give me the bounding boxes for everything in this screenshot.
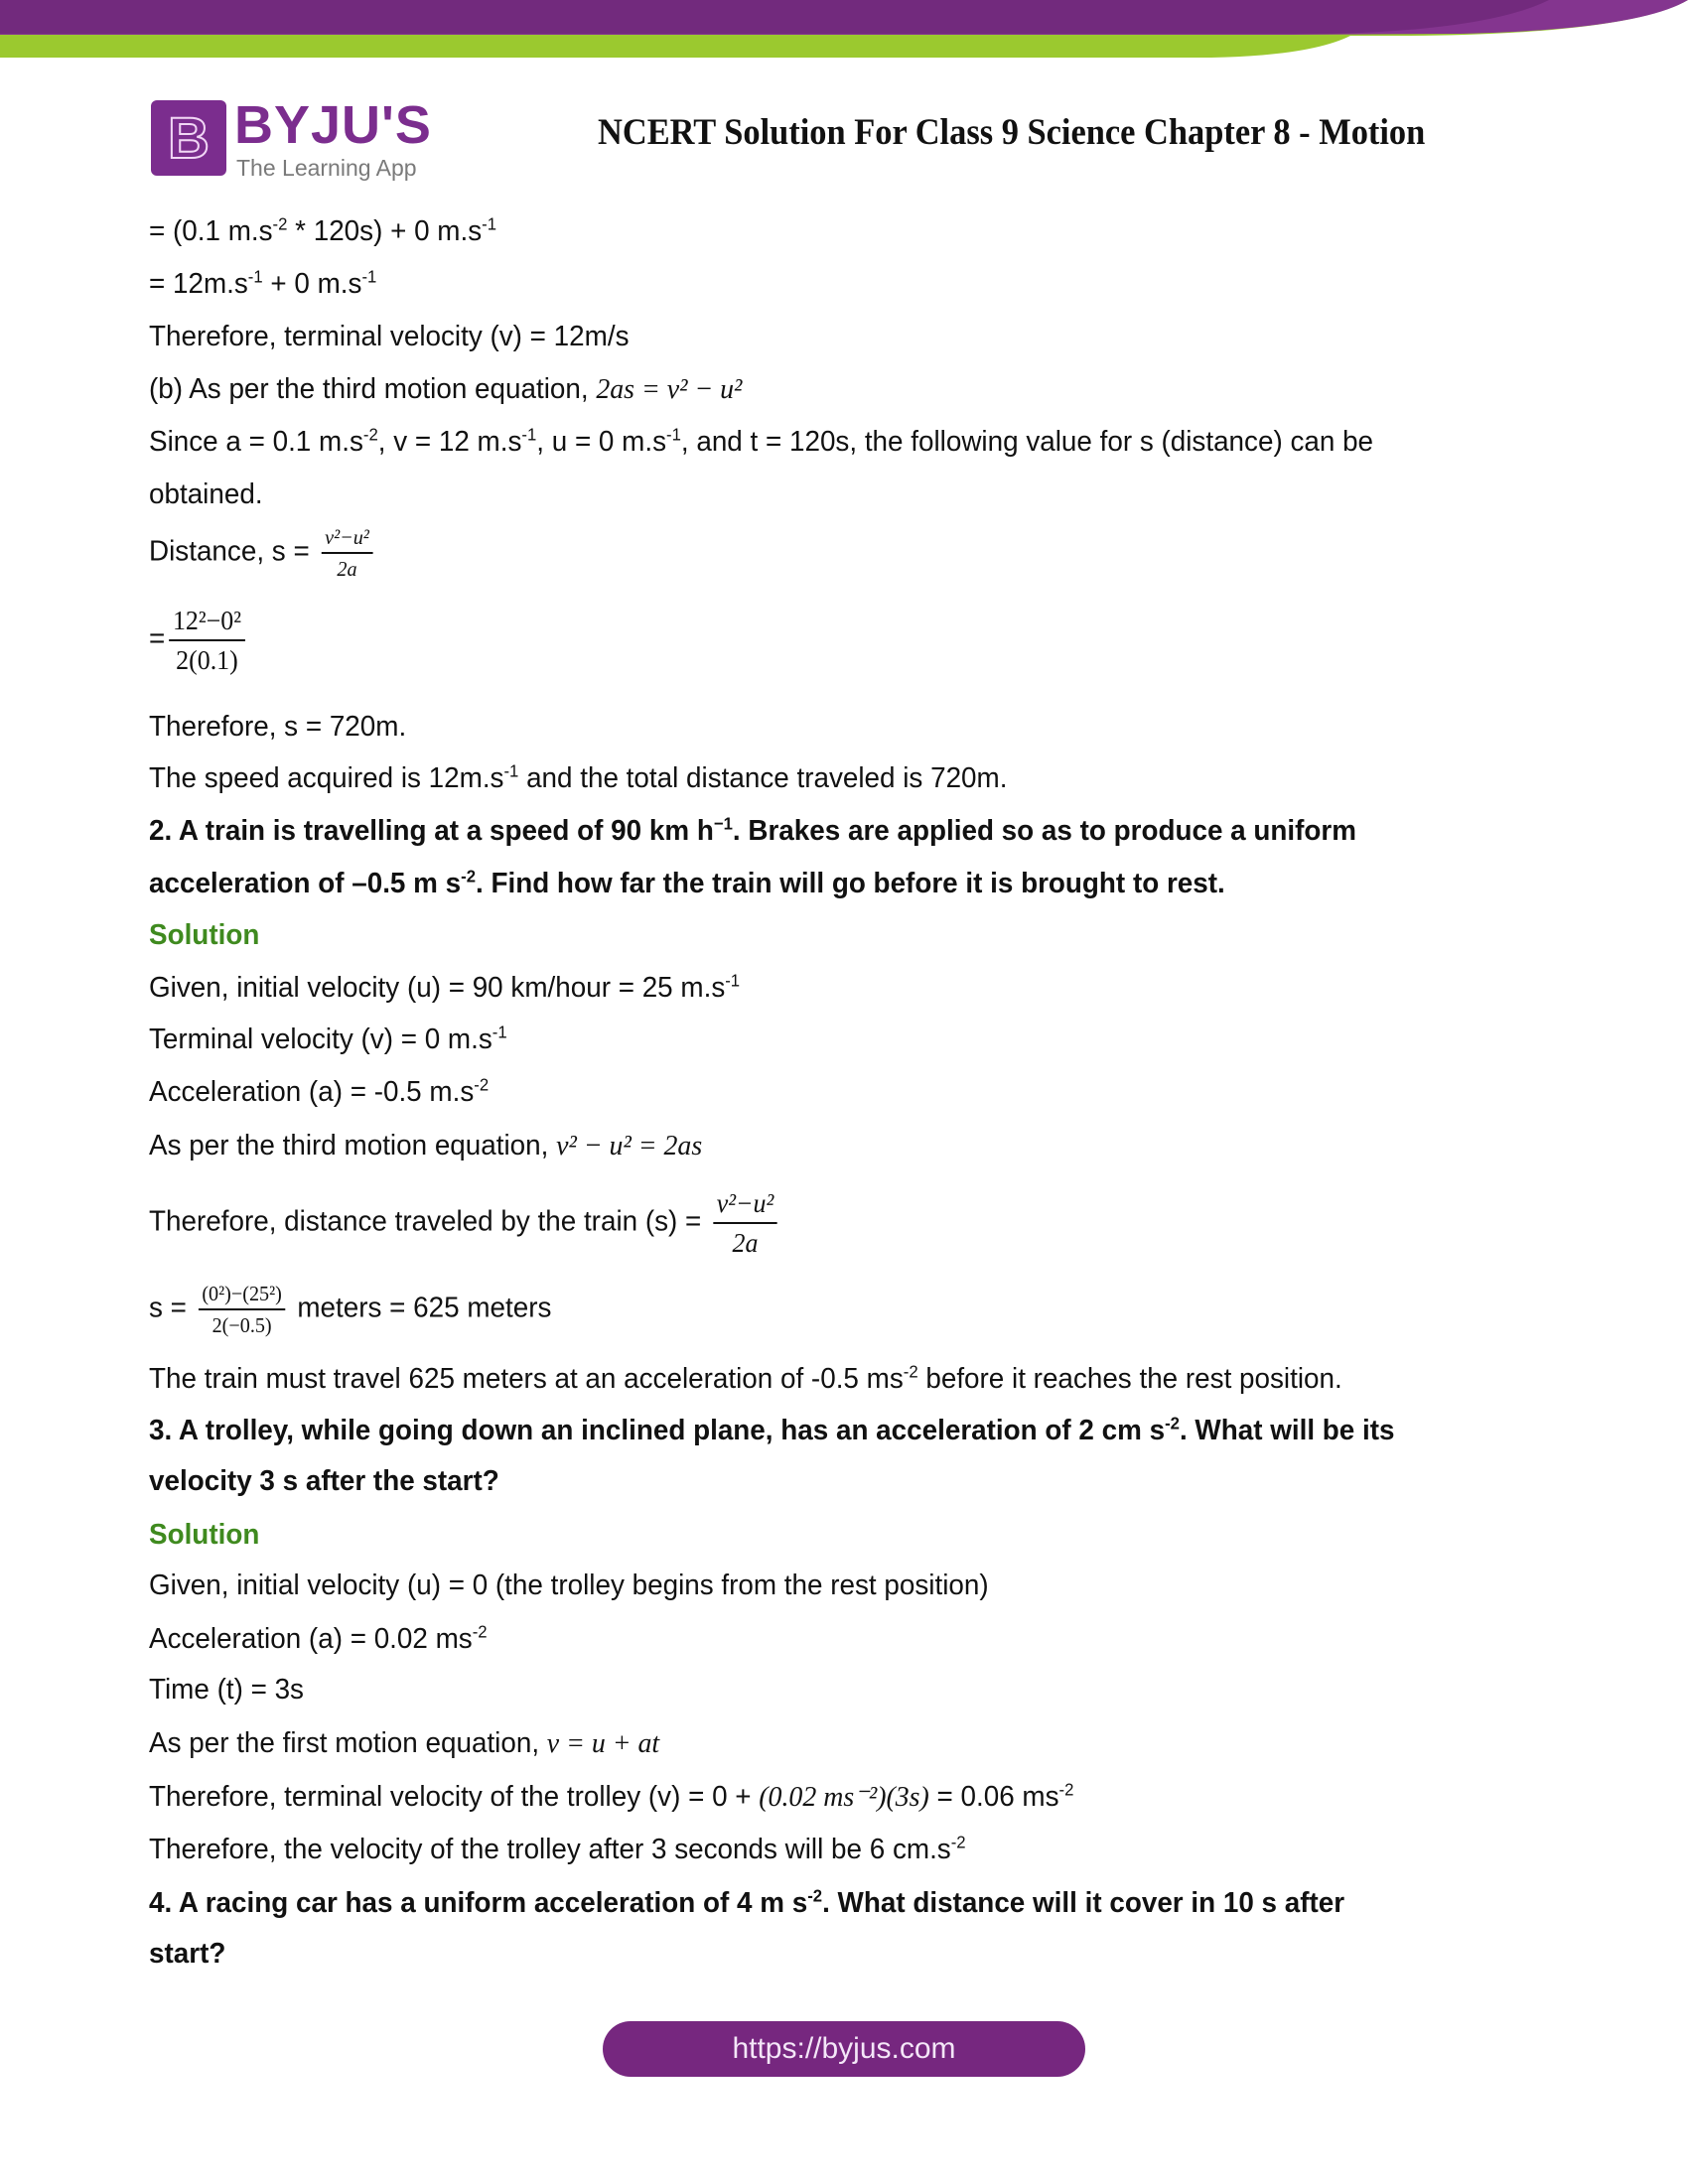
- text-line: As per the first motion equation, v = u + at: [149, 1727, 660, 1759]
- question-3: 3. A trolley, while going down an inclined plane, has an acceleration of 2 cm $s^{-2}$. What will be its: [149, 1413, 1395, 1446]
- brand-tagline: The Learning App: [236, 155, 417, 181]
- fraction-line: s = $\frac{\text{(0²)−(25²)}}{2(-0.5)}$ meters = 625 meters: [149, 1282, 552, 1337]
- text-line: Therefore, terminal velocity (v) = 12m/s: [149, 321, 630, 352]
- text-line: Therefore, s = 720m.: [149, 711, 407, 743]
- text-line: The train must travel 625 meters at an acceleration of -0.5 $ms^{-2}$ before it reaches the rest position.: [149, 1361, 1342, 1395]
- text-line: Therefore, the velocity of the trolley after 3 seconds will be 6 $cm.s^{-2}$: [149, 1832, 966, 1865]
- text-line: Time (t) = 3s: [149, 1674, 304, 1706]
- text-line: The speed acquired is $12m.s^{-1}$ and the total distance traveled is 720m.: [149, 760, 1008, 794]
- solution-heading: Solution: [149, 1519, 260, 1551]
- text-line: Therefore, terminal velocity of the trolley (v) = 0 + (0.02 ms⁻²)(3s) = 0.06 $ms^{-2}$: [149, 1779, 1074, 1813]
- text-line: obtained.: [149, 478, 263, 510]
- text-line: (b) As per the third motion equation, 2as = v² − u²: [149, 373, 743, 405]
- document-title: NCERT Solution For Class 9 Science Chapter 8 - Motion: [598, 112, 1426, 153]
- fraction-line: Distance, s = $\frac{\text{v²−u²}}{2a}$: [149, 524, 377, 582]
- text-line: As per the third motion equation, v² − u² = 2as: [149, 1130, 703, 1161]
- question-2: acceleration of –0.5 m $s^{-2}$. Find how far the train will go before it is brought to rest.: [149, 866, 1225, 899]
- fraction-line: = $\frac{\text{12²−0²}}{2(0.1)}$: [149, 604, 249, 677]
- text-line: Since a = 0.1 $m.s^{-2}$, v = 12 $m.s^{-1}$, u = 0 $m.s^{-1}$, and t = 120s, the following value for s (distance) can be: [149, 424, 1374, 458]
- website-link[interactable]: https://byjus.com: [603, 2021, 1085, 2077]
- question-2: 2. A train is travelling at a speed of 90 km $h^{-1}$. Brakes are applied so as to produce a uniform: [149, 813, 1357, 847]
- text-line: Given, initial velocity (u) = 90 km/hour = 25 $m.s^{-1}$: [149, 970, 741, 1004]
- question-4: start?: [149, 1938, 226, 1970]
- equation-line: = (0.1 $m.s^{-2} * 120s) + 0$ $m.s^{-1}$: [149, 213, 497, 247]
- header-banner: [0, 0, 1688, 60]
- text-line: Given, initial velocity (u) = 0 (the trolley begins from the rest position): [149, 1570, 989, 1601]
- text-line: Acceleration (a) = 0.02 $ms^{-2}$: [149, 1621, 488, 1655]
- text-line: Terminal velocity (v) = 0 $m.s^{-1}$: [149, 1022, 507, 1055]
- solution-heading: Solution: [149, 919, 260, 951]
- question-4: 4. A racing car has a uniform acceleration of 4 m $s^{-2}$. What distance will it cover in 10 s after: [149, 1885, 1345, 1919]
- question-3: velocity 3 s after the start?: [149, 1465, 499, 1497]
- text-line: Acceleration (a) = -0.5 $m.s^{-2}$: [149, 1074, 490, 1108]
- equation-line: = $12m.s^{-1} + 0$ $m.s^{-1}$: [149, 266, 377, 300]
- fraction-line: Therefore, distance traveled by the train (s) = $\frac{\text{v²−u²}}{2a}$: [149, 1186, 781, 1260]
- brand-name: BYJU'S: [234, 95, 432, 155]
- byjus-logo-icon: B: [151, 100, 226, 176]
